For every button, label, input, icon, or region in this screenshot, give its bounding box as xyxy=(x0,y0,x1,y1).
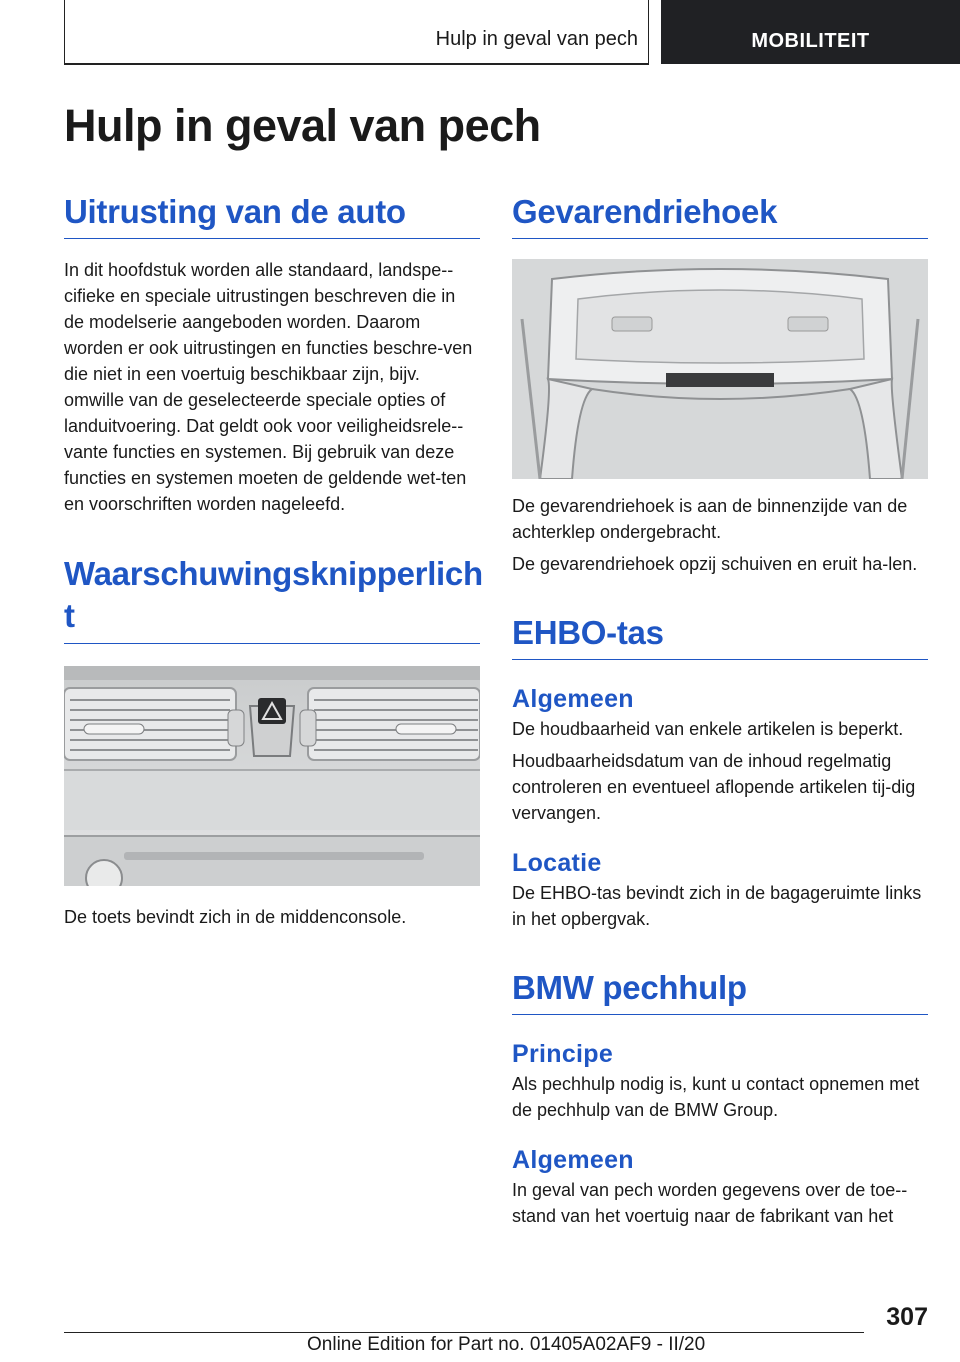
hazard-heading-line1: Waarschuwingsknipperlich xyxy=(64,555,483,592)
subheading-location: Locatie xyxy=(512,849,602,877)
roadside-principle-paragraph: Als pechhulp nodig is, kunt u contact opnemen met de pechhulp van de BMW Group. xyxy=(512,1074,920,1120)
header-section-tab[interactable] xyxy=(661,0,960,64)
roadside-general-paragraph: In geval van pech worden gegevens over de toe-stand van het voertuig naar de fabrikant van het xyxy=(512,1180,908,1226)
left-column xyxy=(64,192,483,930)
footer-edition: Online Edition for Part no. 01405A02AF9 - II/20 xyxy=(307,1334,706,1355)
heading-warning-triangle: Gevarendriehoek xyxy=(512,192,928,239)
footer-rule xyxy=(64,1332,864,1333)
heading-equipment: Uitrusting van de auto xyxy=(64,192,480,239)
page-title: Hulp in geval van pech xyxy=(64,100,541,151)
page-number: 307 xyxy=(886,1303,928,1331)
hazard-caption: De toets bevindt zich in de middenconsole. xyxy=(64,907,407,927)
heading-first-aid-kit: EHBO-tas xyxy=(512,613,928,660)
hazard-switch-image xyxy=(64,666,480,886)
hazard-heading-line2: t xyxy=(64,597,75,634)
section-tab-label: MOBILITEIT xyxy=(751,29,870,52)
header-divider xyxy=(648,0,649,64)
tailgate-illustration xyxy=(512,259,928,479)
header-bottom-rule xyxy=(64,63,649,65)
heading-bmw-roadside: BMW pechhulp xyxy=(512,968,928,1015)
subheading-general-firstaid: Algemeen xyxy=(512,685,634,713)
firstaid-general-p1: De houdbaarheid van enkele artikelen is beperkt. xyxy=(512,719,904,739)
heading-hazard-lights xyxy=(64,553,483,644)
triangle-paragraph-1: De gevarendriehoek is aan de binnenzijde van de achterklep ondergebracht. xyxy=(512,496,908,542)
subheading-general-roadside: Algemeen xyxy=(512,1146,634,1174)
equipment-paragraph: In dit hoofdstuk worden alle standaard, landspe-cifieke en speciale uitrustingen beschreven die in de modelserie aangeboden worden. Daarom worden er ook uitrustingen en functies beschre-ven die niet in een voertuig beschikbaar zijn, bijv. omwille van de geselecteerde speciale opties of landuitvoering. Dat geldt ook voor veiligheidsrele-vante functies en systemen. Bij gebruik van deze functies en systemen moeten de geldende wet-ten en voorschriften worden nageleefd. xyxy=(64,260,473,514)
subheading-principle: Principe xyxy=(512,1040,614,1068)
center-console-illustration xyxy=(64,666,480,886)
right-column xyxy=(512,192,928,1229)
triangle-paragraph-2: De gevarendriehoek opzij schuiven en eruit ha-len. xyxy=(512,554,918,574)
tailgate-image xyxy=(512,259,928,479)
firstaid-location-paragraph: De EHBO-tas bevindt zich in de bagageruimte links in het opbergvak. xyxy=(512,883,922,929)
firstaid-general-p2: Houdbaarheidsdatum van de inhoud regelmatig controleren en eventueel aflopende artikelen tij-dig vervangen. xyxy=(512,751,916,823)
header-left-rule xyxy=(64,0,65,64)
header-chapter-title: Hulp in geval van pech xyxy=(435,28,638,50)
